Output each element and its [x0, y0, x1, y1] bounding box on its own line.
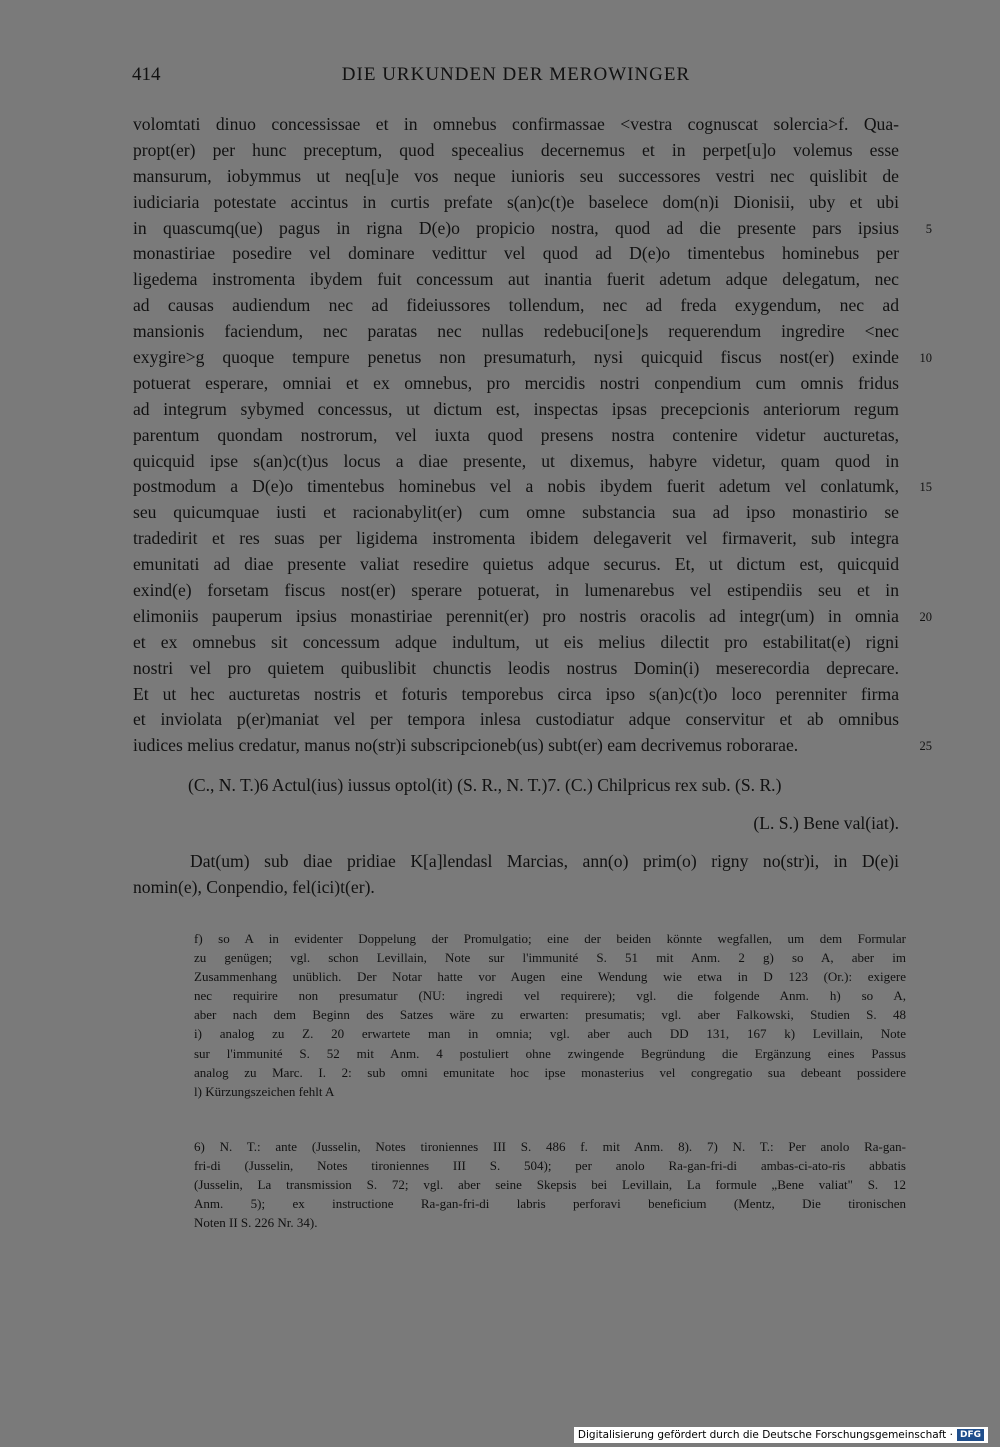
text-line: quicquid ipse s(an)c(t)us locus a diae presente, ut dixemus, habyre videtur, quam quod in: [133, 450, 899, 471]
text-line: potuerat esperare, omniai et ex omnebus, pro mercidis nostri conpendium cum omnis fridus: [133, 372, 899, 393]
text-line: mansionis faciendum, nec paratas nec nullas redebuci[one]s requerendum ingredire <nec: [133, 321, 899, 342]
text-line: Et ut hec aucturetas nostris et foturis temporebus circa ipso s(an)c(t)o loco perenniter firma: [133, 683, 899, 704]
text-line-content: elimoniis pauperum ipsius monastiriae perennit(er) pro nostris oracolis ad integr(um) in omnia: [133, 605, 899, 626]
footnotes-numbers: [194, 1137, 906, 1232]
footnote-line: analog zu Marc. I. 2: sub omni emunitate hoc ipse monasterius vel congregatio sua debeant possidere: [194, 1064, 906, 1080]
text-line-20: [133, 604, 932, 630]
line-number: 5: [925, 221, 932, 236]
subscription-block: [133, 772, 899, 848]
text-line: ligedema instromenta ibydem fuit concessum aut inantia fuerit adetum adque delegatum, nec: [133, 269, 899, 290]
text-line-25: [133, 733, 932, 759]
text-line: tradedirit et res suas per ligidema instromenta ibidem delegaverit vel firmaverit, sub integra: [133, 528, 899, 549]
subscription-line: (C., N. T.)6 Actul(ius) iussus optol(it) (S. R., N. T.)7. (C.) Chilpricus rex sub. (S. R.): [188, 775, 782, 795]
text-line-15: [133, 474, 932, 500]
page-number: 414: [132, 64, 161, 85]
dating-line: Dat(um) sub diae pridiae K[a]lendasl Marcias, ann(o) prim(o) rigny no(str)i, in D(e)i: [190, 851, 899, 871]
text-line: volomtati dinuo concessissae et in omnebus confirmassae <vestra cognuscat solercia>f. Qua-: [133, 114, 899, 134]
text-line-content: in quascumq(ue) pagus in rigna D(e)o propicio nostra, quod ad die presente pars ipsius: [133, 217, 899, 238]
text-line: ad causas audiendum nec ad fideiussores tollendum, nec ad freda exygendum, nec ad: [133, 295, 899, 316]
dfg-logo: DFG: [957, 1429, 984, 1441]
digitization-credit: [574, 1427, 988, 1443]
text-line: mansurum, iobymmus ut neq[u]e vos neque iunioris seu successores vestri nec quislibit de: [133, 165, 899, 186]
footnote-line: l) Kürzungszeichen fehlt A: [194, 1083, 335, 1099]
footnote-line: Zusammenhang unüblich. Der Notar hatte vor Augen eine Wendung wie etwa in D 123 (Or.): exigere: [194, 969, 906, 985]
text-line: ad integrum sybymed concessus, ut dictum est, inspectas ipsas precepcionis anteriorum regum: [133, 398, 899, 419]
footnote-line: 6) N. T.: ante (Jusselin, Notes tironiennes III S. 486 f. mit Anm. 8). 7) N. T.: Per anolo Ra-gan-: [194, 1139, 906, 1154]
text-line: nostri vel pro quietem quibuslibit chunctis leodis nostrus Domin(i) meserecordia deprecare.: [133, 657, 899, 678]
text-line: monastiriae posedire vel dominare vedittur vel quod ad D(e)o timentebus hominebus per: [133, 243, 899, 264]
dating-clause: [133, 848, 899, 900]
footnote-line: zu genügen; vgl. schon Levillain, Note sur l'immunité S. 51 mit Anm. 2 g) so A, aber im: [194, 950, 906, 966]
line-number: 15: [919, 480, 932, 495]
text-line: et inviolata p(er)maniat vel per tempora inlesa custodiatur adque conservitur et ab omnibus: [133, 709, 899, 730]
line-number: 10: [919, 351, 932, 366]
footnote-line: Anm. 5); ex instructione Ra-gan-fri-di labris perforavi beneficium (Mentz, Die tironischen: [194, 1196, 906, 1212]
page-header: [132, 64, 900, 94]
text-line-10: [133, 345, 932, 371]
footnote-line: nec requirire non presumatur (NU: ingredi vel requirere); vgl. die folgende Anm. h) so A,: [194, 988, 906, 1004]
text-line-content: postmodum a D(e)o timentebus hominebus vel a nobis ibydem fuerit adetum vel conlatumk,: [133, 476, 899, 497]
line-number: 25: [919, 739, 932, 754]
footnote-line: fri-di (Jusselin, Notes tironiennes III S. 504); per anolo Ra-gan-fri-di ambas-ci-ato-ris abbatis: [194, 1158, 906, 1174]
footnote-line: Noten II S. 226 Nr. 34).: [194, 1215, 318, 1231]
footnotes-letters: [194, 929, 906, 1101]
text-line: exind(e) forsetam fiscus nost(er) sperare potuerat, in lumenarebus vel estipendiis seu et in: [133, 580, 899, 601]
footnote-line: f) so A in evidenter Doppelung der Promulgatio; eine der beiden könnte wegfallen, um dem Formular: [194, 931, 906, 946]
footnote-line: i) analog zu Z. 20 erwartete man in omnia; vgl. aber auch DD 131, 167 k) Levillain, Note: [194, 1026, 906, 1042]
footnote-line: sur l'immunité S. 52 mit Anm. 4 postuliert ohne zwingende Begründung die Ergänzung eines Passus: [194, 1045, 906, 1061]
text-line: iudiciaria potestate accintus in curtis prefate s(an)c(t)e baselece dom(n)i Dionisii, uby et ubi: [133, 191, 899, 212]
line-number: 20: [919, 609, 932, 624]
dating-line: nomin(e), Conpendio, fel(ici)t(er).: [133, 877, 375, 897]
text-line-content: iudices melius credatur, manus no(str)i subscripcioneb(us) subt(er) eam decrivemus roborarae.: [133, 735, 799, 756]
credit-text: Digitalisierung gefördert durch die Deutsche Forschungsgemeinschaft ·: [577, 1429, 953, 1441]
seal-line: (L. S.) Bene val(iat).: [753, 813, 899, 833]
text-line: et ex omnebus sit concessum adque indultum, ut eis melius dilectit pro estabilitat(e) rigni: [133, 631, 899, 652]
text-line: emunitati ad diae presente valiat resedire quietus adque securus. Et, ut dictum est, quicquid: [133, 554, 899, 575]
footnote-line: (Jusselin, La transmission S. 72; vgl. aber seine Skepsis bei Levillain, La formule „Bene valiat" S. 12: [194, 1177, 906, 1193]
text-line: seu quicumquae iusti et racionabylit(er) cum omne substancia sua ad ipso monastirio se: [133, 502, 899, 523]
main-text: [133, 112, 932, 759]
footnote-line: aber nach dem Beginn des Satzes wäre zu erwarten: presumatis; vgl. aber Falkowski, Studien S. 48: [194, 1007, 906, 1023]
text-line: propt(er) per hunc preceptum, quod specealius decernemus et in perpet[u]o volemus esse: [133, 139, 899, 160]
text-line-content: exygire>g quoque tempure penetus non presumaturh, nysi quicquid fiscus nost(er) exinde: [133, 347, 899, 368]
text-line: parentum quondam nostrorum, vel iuxta quod presens nostra contenire videtur aucturetas,: [133, 424, 899, 445]
running-title: DIE URKUNDEN DER MEROWINGER: [341, 64, 691, 85]
text-line-5: [133, 216, 932, 242]
